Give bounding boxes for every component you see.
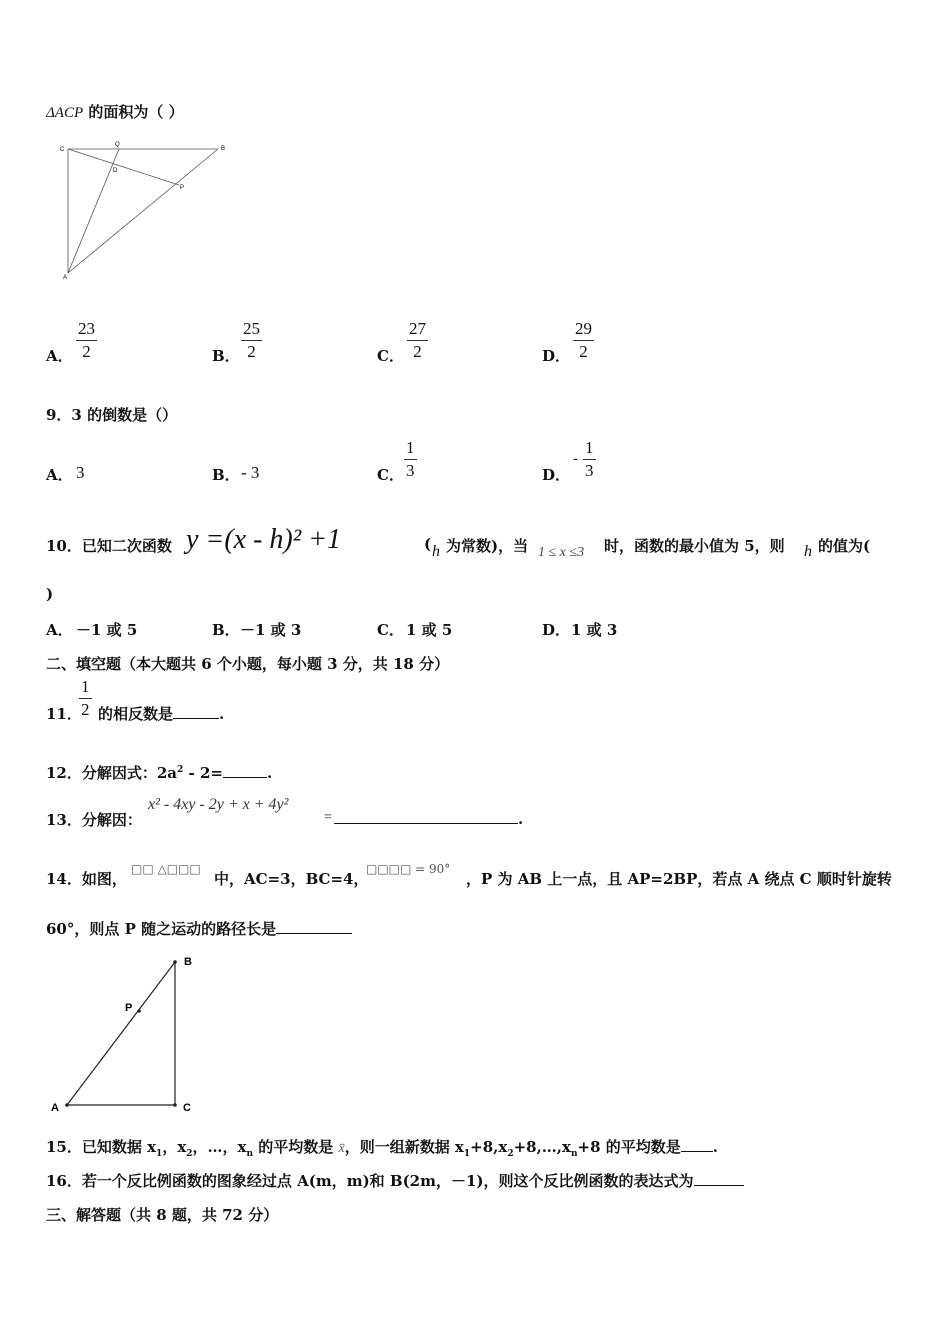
q8-label-c: C — [60, 147, 65, 153]
q15-sub-un: n — [570, 1149, 578, 1159]
q9-option-d-sign: - — [573, 451, 578, 467]
q9-option-c-value — [404, 438, 417, 482]
q8-option-c-letter: C． — [377, 347, 404, 365]
q11-text — [98, 703, 224, 724]
q9-option-a-letter: A． — [46, 466, 73, 484]
q10-option-b-letter: B． — [212, 621, 240, 639]
q10-h-var: h — [432, 543, 440, 560]
q15-sub-2: 2 — [186, 1149, 193, 1159]
q9-option-d-num: 1 — [583, 438, 596, 460]
q12-rest: - 2= — [183, 764, 223, 782]
q10-paren-open: ( — [424, 535, 432, 553]
q15-sub-u1: 1 — [463, 1149, 471, 1159]
q15-t6: +8,…,x — [513, 1138, 571, 1156]
q14-line2 — [46, 918, 352, 939]
q15-t7: +8 的平均数是 — [577, 1138, 681, 1156]
q8-stem-text: 的面积为（ ） — [83, 103, 184, 121]
q13-equals: = — [324, 810, 332, 825]
q8-option-b-value — [241, 319, 262, 363]
q9-option-a-value: 3 — [76, 463, 85, 482]
q10-range: 1 ≤ x ≤3 — [538, 545, 585, 560]
q8-label-b: B — [221, 146, 226, 152]
q10-h-var-2: h — [804, 543, 812, 560]
section-2-title: 二、填空题（本大题共 6 个小题，每小题 3 分，共 18 分） — [46, 655, 450, 673]
q15-line — [46, 1136, 718, 1159]
q15-prefix: 15．已知数据 x — [46, 1138, 157, 1156]
q14-inline-image-2: □□□□ = 90° — [366, 862, 451, 876]
q15-sub-u2: 2 — [507, 1149, 514, 1159]
q10-close-paren: ) — [46, 585, 54, 603]
q9-option-d-value — [583, 438, 596, 482]
q10-prefix: 10．已知二次函数 — [46, 537, 172, 555]
q11-fraction — [79, 677, 92, 721]
q8-option-a-letter: A． — [46, 347, 73, 365]
q15-end: . — [712, 1138, 718, 1156]
q9-stem: 9．3 的倒数是（） — [46, 406, 178, 424]
q10-option-d-value: 1 或 3 — [571, 621, 618, 639]
q14-answer-blank[interactable] — [276, 919, 352, 934]
q8-option-c-num: 27 — [407, 319, 428, 341]
q14-inline-image-1: □□ △□□□ — [131, 862, 201, 876]
q16-text: 16．若一个反比例函数的图象经过点 A(m，m)和 B(2m，－1)，则这个反比例函数的表达式为 — [46, 1172, 694, 1190]
q8-option-b-num: 25 — [241, 319, 262, 341]
q16-line — [46, 1170, 744, 1191]
q10-option-a-letter: A． — [46, 621, 73, 639]
q14-label-p: P — [125, 1002, 133, 1014]
q8-option-d-value — [573, 319, 594, 363]
q8-option-a-value — [76, 319, 97, 363]
q8-option-d-den: 2 — [579, 342, 588, 361]
q10-mid-text: 为常数)，当 — [446, 537, 529, 555]
q8-option-c-value — [407, 319, 428, 363]
q8-option-d-letter: D． — [542, 347, 571, 365]
section-3-title: 三、解答题（共 8 题，共 72 分） — [46, 1206, 279, 1224]
q15-t1: ，x — [162, 1138, 187, 1156]
q10-option-d-letter: D． — [542, 621, 571, 639]
q11-end: . — [219, 705, 225, 723]
q12-end: . — [266, 764, 273, 782]
q10-after-text: 时，函数的最小值为 5，则 — [604, 537, 785, 555]
q10-option-a-value: －1 或 5 — [76, 621, 138, 639]
q15-t4: ，则一组新数据 x — [344, 1138, 464, 1156]
q8-label-a: A — [63, 275, 68, 281]
q12-sup: 2 — [177, 765, 184, 775]
q9-option-d-den: 3 — [585, 461, 594, 480]
q13-answer-blank[interactable] — [334, 809, 518, 824]
q15-t3: 的平均数是 — [253, 1138, 339, 1156]
q8-figure — [55, 138, 235, 283]
q8-option-a-num: 23 — [76, 319, 97, 341]
q14-mid: 中，AC=3，BC=4， — [214, 870, 369, 888]
q14-label-c: C — [183, 1102, 191, 1114]
q13-end: . — [518, 810, 524, 828]
q10-option-c-letter: C． — [377, 621, 404, 639]
q11-answer-blank[interactable] — [173, 704, 219, 719]
q9-option-c-letter: C． — [377, 466, 404, 484]
q8-stem — [46, 101, 184, 122]
q13-expression: x² - 4xy - 2y + x + 4y² — [148, 796, 289, 813]
q8-label-p: P — [180, 185, 185, 191]
q15-xbar: x̄ — [338, 1141, 345, 1156]
q13-label: 13．分解因： — [46, 811, 142, 829]
q14-label-a: A — [51, 1102, 59, 1114]
q14-suffix: ，P 为 AB 上一点，且 AP=2BP，若点 A 绕点 C 顺时针旋转 — [466, 870, 892, 888]
q10-option-b-value: －1 或 3 — [240, 621, 302, 639]
q11-den: 2 — [81, 700, 90, 719]
q14-label-b: B — [184, 956, 192, 968]
q9-option-b-letter: B． — [212, 466, 240, 484]
q9-option-b-value: - 3 — [241, 463, 260, 482]
q8-option-d-num: 29 — [573, 319, 594, 341]
q15-t5: +8,x — [470, 1138, 508, 1156]
q8-option-c-den: 2 — [413, 342, 422, 361]
q11-text-body: 的相反数是 — [98, 705, 174, 723]
q12-line — [46, 762, 272, 783]
q8-option-a-den: 2 — [82, 342, 91, 361]
q13-answer — [334, 809, 523, 828]
q9-option-d-letter: D． — [542, 466, 571, 484]
q8-option-b-den: 2 — [247, 342, 256, 361]
q10-option-c-value: 1 或 5 — [406, 621, 453, 639]
q12-text: 12．分解因式：2a — [46, 764, 178, 782]
q12-answer-blank[interactable] — [223, 763, 267, 778]
q8-stem-math: ΔACP — [46, 105, 84, 121]
q14-line2-text: 60°，则点 P 随之运动的路径长是 — [46, 920, 277, 938]
q14-figure — [46, 950, 206, 1120]
q15-sub-1: 1 — [156, 1149, 163, 1159]
q15-sub-n: n — [246, 1149, 254, 1159]
q8-label-d: D — [113, 168, 118, 174]
q11-number: 11． — [46, 705, 82, 723]
q16-answer-blank[interactable] — [694, 1171, 744, 1186]
q14-prefix: 14．如图， — [46, 870, 127, 888]
q10-end-text: 的值为( — [818, 537, 871, 555]
q11-num: 1 — [79, 677, 92, 699]
q9-option-c-num: 1 — [404, 438, 417, 460]
q15-t2: ，…，x — [192, 1138, 247, 1156]
q15-answer-blank[interactable] — [681, 1137, 713, 1152]
q8-option-b-letter: B． — [212, 347, 240, 365]
q8-label-q: Q — [115, 142, 120, 148]
q9-option-c-den: 3 — [406, 461, 415, 480]
q10-function: y =(x - h)² +1 — [186, 524, 342, 555]
